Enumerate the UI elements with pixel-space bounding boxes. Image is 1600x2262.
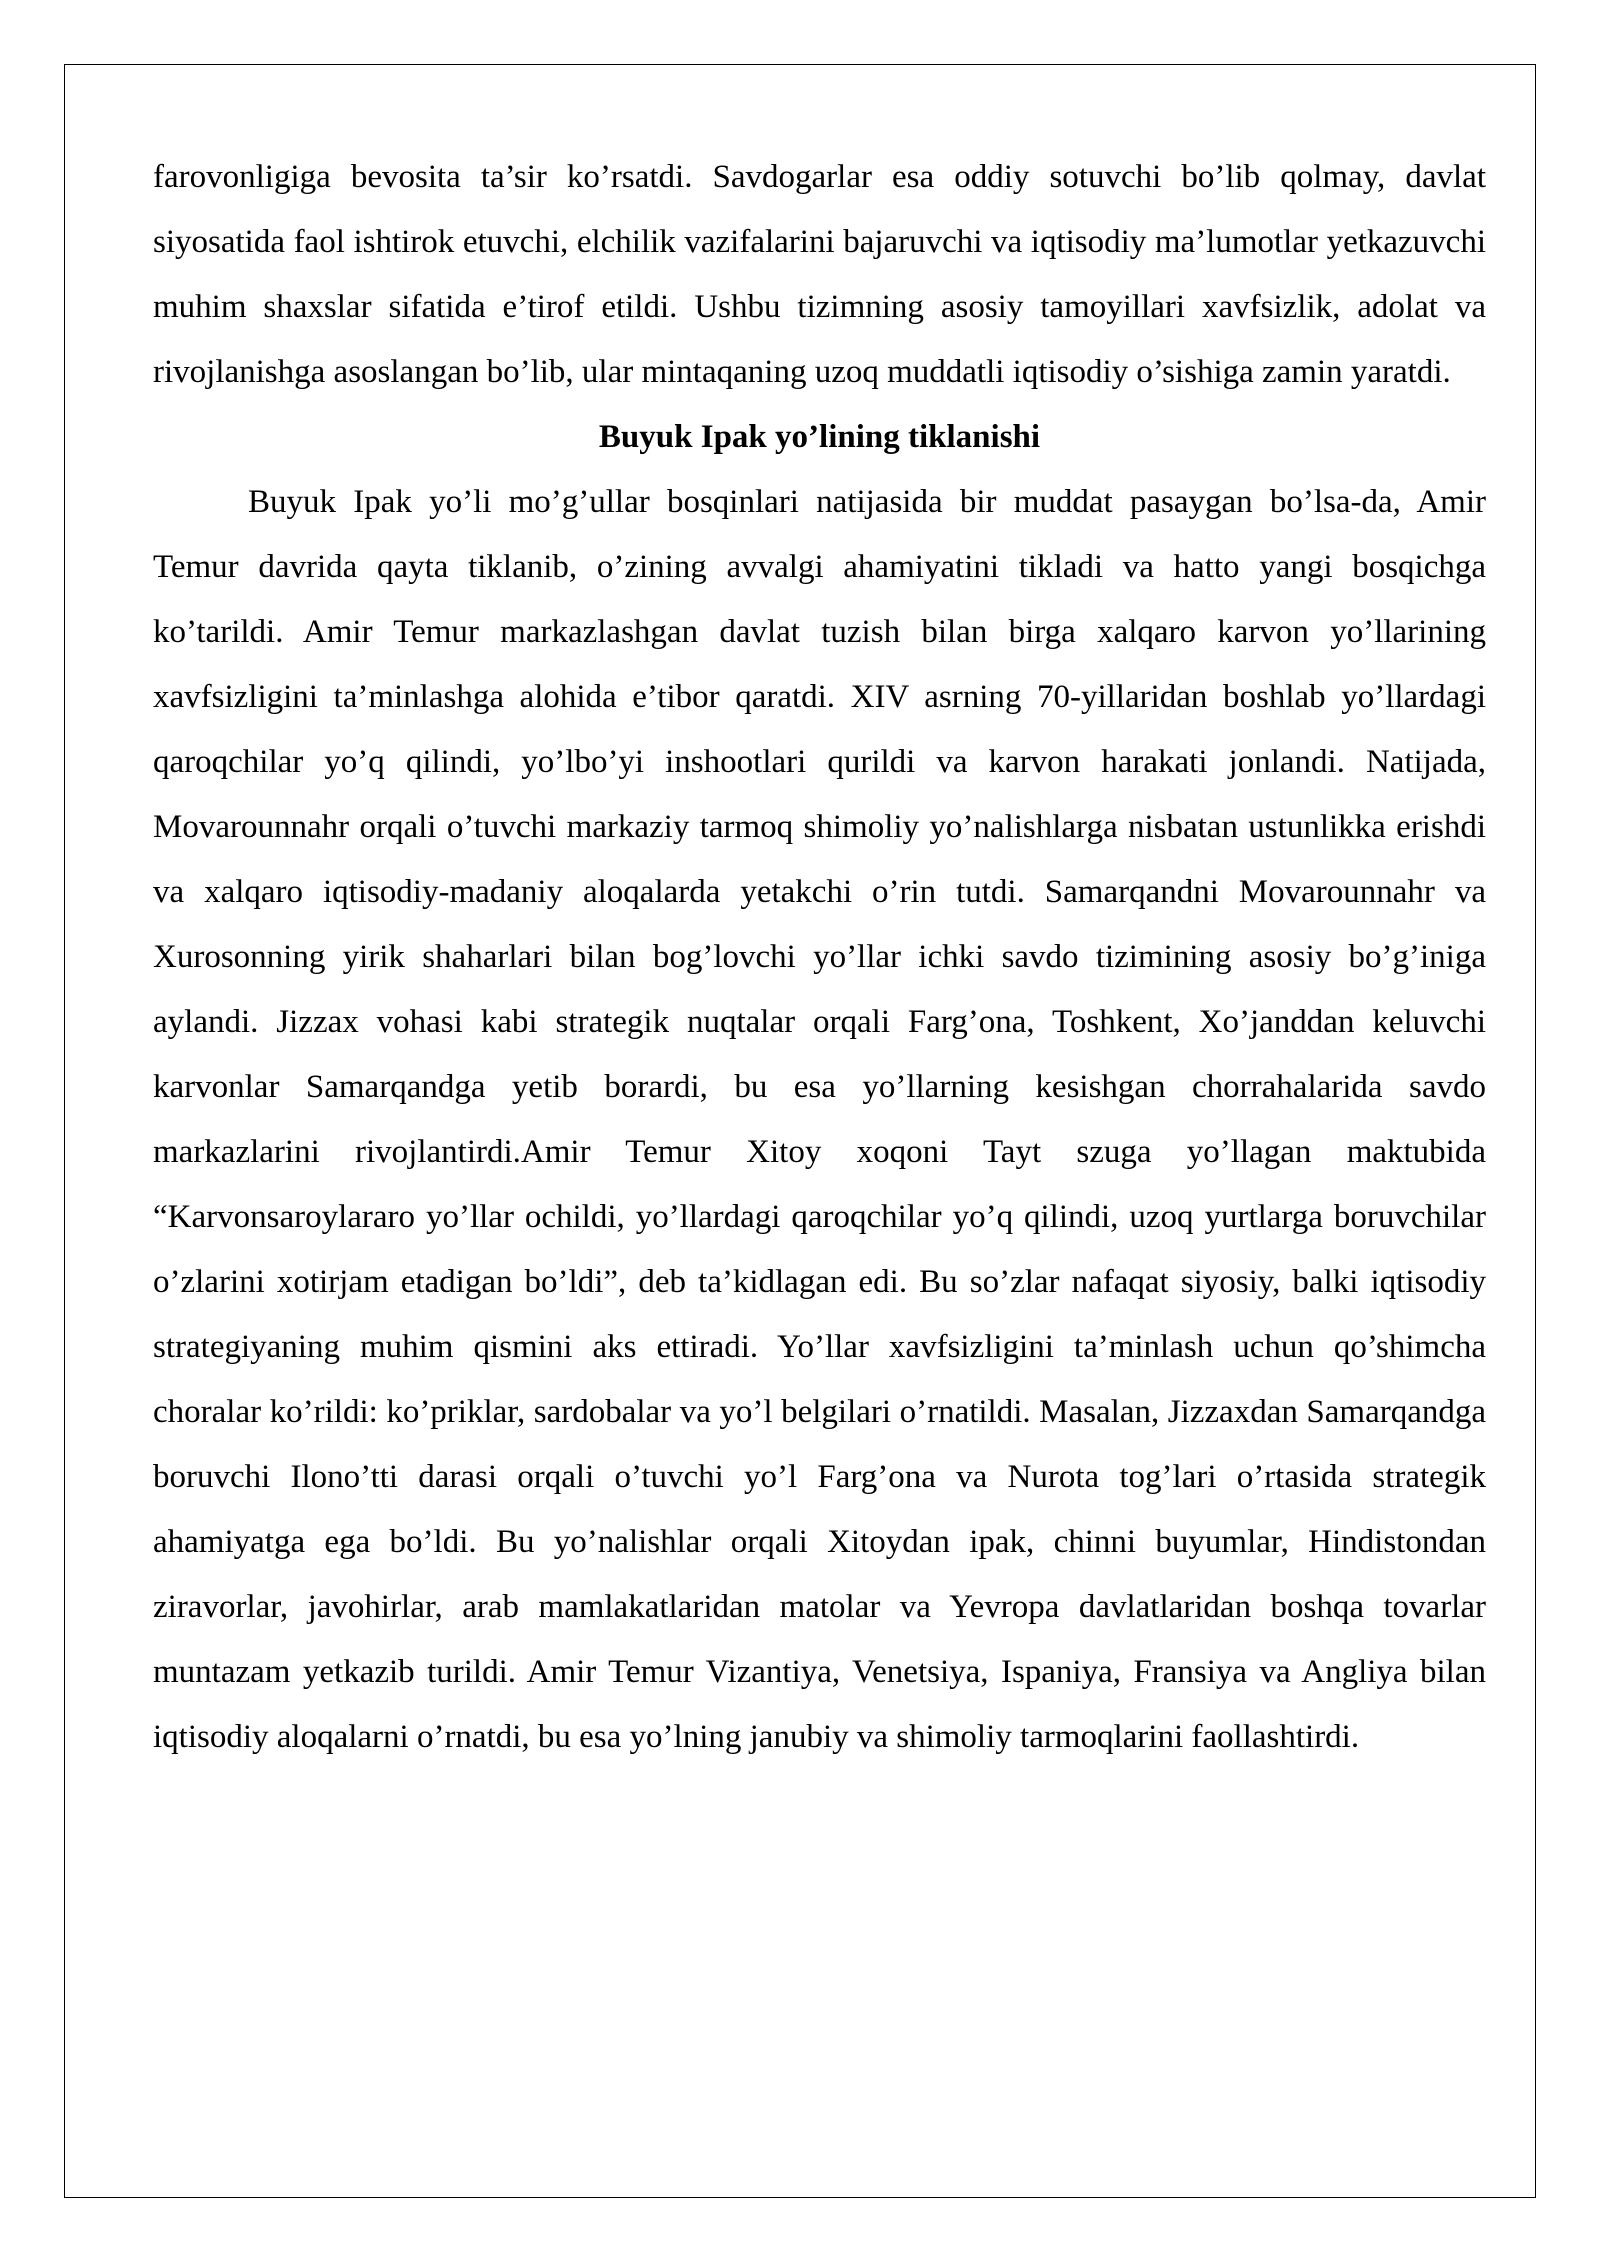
paragraph-main: Buyuk Ipak yo’li mo’g’ullar bosqinlari natijasida bir muddat pasaygan bo’lsa-da, Amir Temur davrida qayta tiklanib, o’zining avvalgi ahamiyatini tikladi va hatto yangi bosqichga ko’tarildi. Amir Temur markazlashgan davlat tuzish bilan birga xalqaro karvon yo’llarining xavfsizligini ta’minlashga alohida e’tibor qaratdi. XIV asrning 70-yillaridan boshlab yo’llardagi qaroqchilar yo’q qilindi, yo’lbo’yi inshootlari qurildi va karvon harakati jonlandi. Natijada, Movarounnahr orqali o’tuvchi markaziy tarmoq shimoliy yo’nalishlarga nisbatan ustunlikka erishdi va xalqaro iqtisodiy-madaniy aloqalarda yetakchi o’rin tutdi. Samarqandni Movarounnahr va Xurosonning yirik shaharlari bilan bog’lovchi yo’llar ichki savdo tizimining asosiy bo’g’iniga aylandi. Jizzax vohasi kabi strategik nuqtalar orqali Farg’ona, Toshkent, Xo’janddan keluvchi karvonlar Samarqandga yetib borardi, bu esa yo’llarning kesishgan chorrahalarida savdo markazlarini rivojlantirdi.Amir Temur Xitoy xoqoni Tayt szuga yo’llagan maktubida “Karvonsaroylararo yo’llar ochildi, yo’llardagi qaroqchilar yo’q qilindi, uzoq yurtlarga boruvchilar o’zlarini xotirjam etadigan bo’ldi”, deb ta’kidlagan edi. Bu so’zlar nafaqat siyosiy, balki iqtisodiy strategiyaning muhim qismini aks ettiradi. Yo’llar xavfsizligini ta’minlash uchun qo’shimcha choralar ko’rildi: ko’priklar, sardobalar va yo’l belgilari o’rnatildi. Masalan, Jizzaxdan Samarqandga boruvchi Ilono’tti darasi orqali o’tuvchi yo’l Farg’ona va Nurota tog’lari o’rtasida strategik ahamiyatga ega bo’ldi. Bu yo’nalishlar orqali Xitoydan ipak, chinni buyumlar, Hindistondan ziravorlar, javohirlar, arab mamlakatlaridan matolar va Yevropa davlatlaridan boshqa tovarlar muntazam yetkazib turildi. Amir Temur Vizantiya, Venetsiya, Ispaniya, Fransiya va Angliya bilan iqtisodiy aloqalarni o’rnatdi, bu esa yo’lning janubiy va shimoliy tarmoqlarini faollashtirdi. [153, 484, 1486, 1755]
section-heading: Buyuk Ipak yo’lining tiklanishi [598, 419, 1041, 455]
paragraph-intro: farovonligiga bevosita ta’sir ko’rsatdi. Savdogarlar esa oddiy sotuvchi bo’lib qolmay, davlat siyosatida faol ishtirok etuvchi, elchilik vazifalarini bajaruvchi va iqtisodiy ma’lumotlar yetkazuvchi muhim shaxslar sifatida e’tirof etildi. Ushbu tizimning asosiy tamoyillari xavfsizlik, adolat va rivojlanishga asoslangan bo’lib, ular mintaqaning uzoq muddatli iqtisodiy o’sishiga zamin yaratdi. [153, 159, 1486, 390]
document-body [153, 145, 1486, 1770]
